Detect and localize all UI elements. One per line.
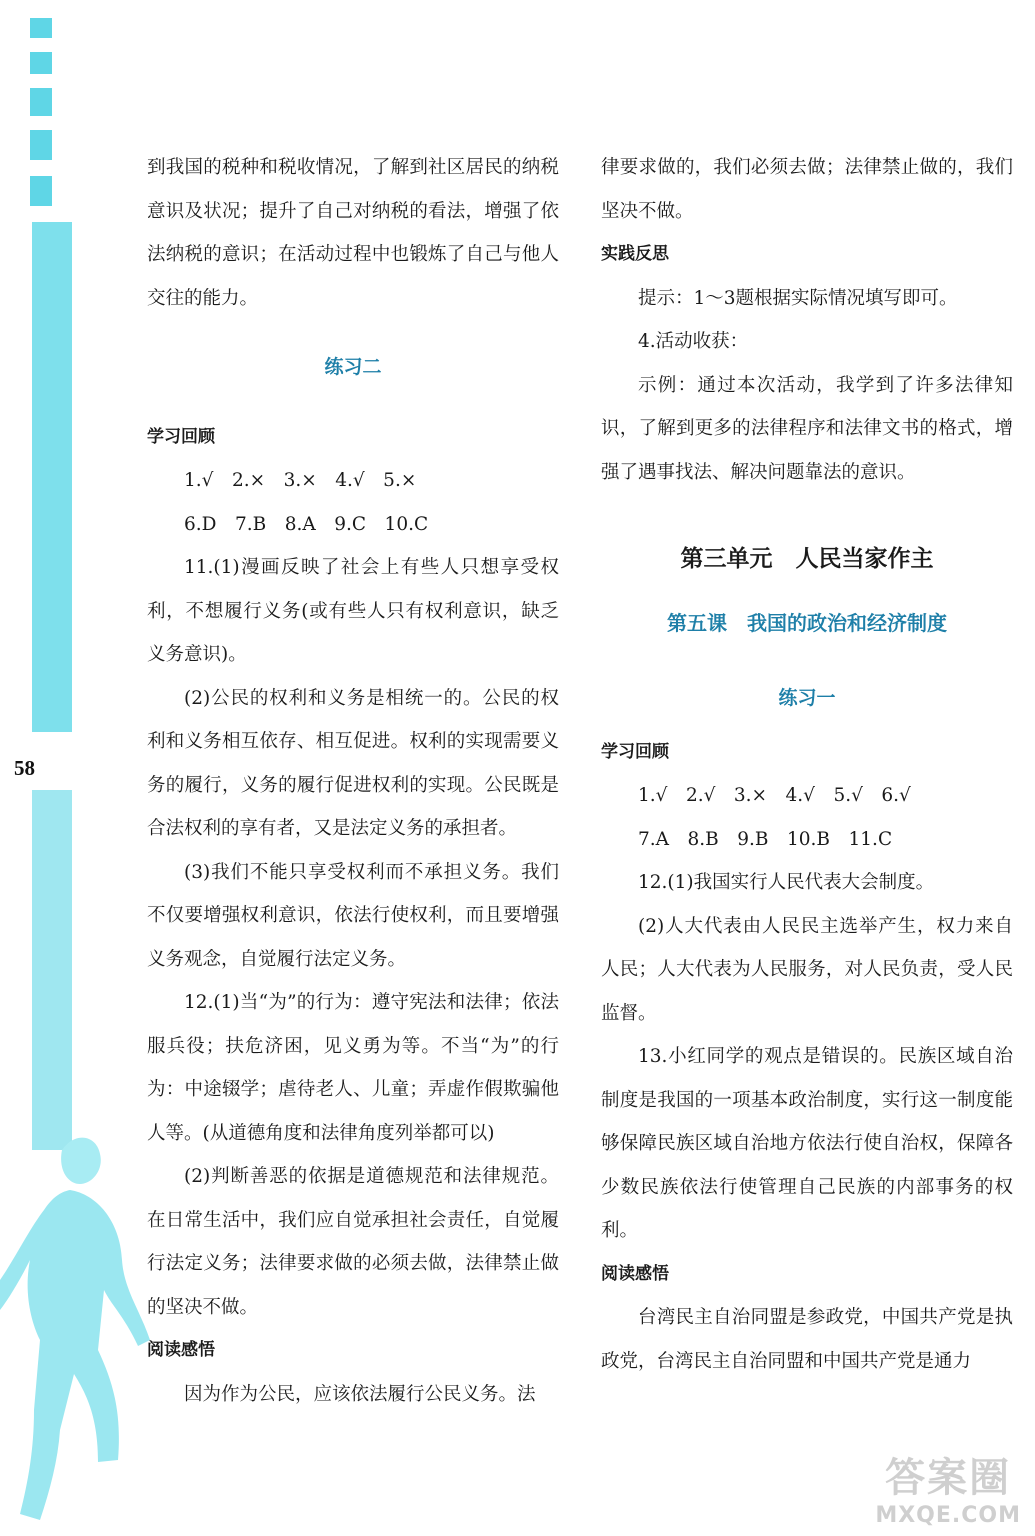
answer-paragraph: (2)人大代表由人民民主选举产生，权力来自人民；人大代表为人民服务，对人民负责，受人民监督。 bbox=[601, 915, 1013, 1024]
sidebar-dash bbox=[30, 176, 52, 206]
watermark bbox=[875, 1446, 1021, 1528]
sidebar-stripe bbox=[32, 790, 72, 1150]
answer-paragraph: 4.活动收获： bbox=[638, 331, 749, 352]
paragraph: 律要求做的，我们必须去做；法律禁止做的，我们坚决不做。 bbox=[601, 157, 1013, 222]
answer-paragraph: 11.(1)漫画反映了社会上有些人只想享受权利，不想履行义务(或有些人只有权利意识，缺乏义务意识)。 bbox=[147, 557, 559, 665]
left-column bbox=[147, 146, 559, 1416]
answer-paragraph: 提示：1～3题根据实际情况填写即可。 bbox=[638, 287, 958, 309]
answer-paragraph: 13.小红同学的观点是错误的。民族区域自治制度是我国的一项基本政治制度，实行这一制度能够保障民族区域自治地方依法行使自治权，保障各少数民族依法行使管理自己民族的内部事务的权利。 bbox=[601, 1046, 1013, 1241]
exercise-title: 练习二 bbox=[324, 356, 382, 378]
sidebar-dash bbox=[30, 18, 52, 38]
paragraph: 到我国的税种和税收情况，了解到社区居民的纳税意识及状况；提升了自己对纳税的看法，增强了依法纳税的意识；在活动过程中也锻炼了自己与他人交往的能力。 bbox=[147, 157, 559, 309]
watermark-logo: 答案圈 bbox=[885, 1455, 1012, 1501]
answer-row: 1.√ 2.× 3.× 4.√ 5.× bbox=[184, 470, 417, 491]
answer-paragraph: 示例：通过本次活动，我学到了许多法律知识，了解到更多的法律程序和法律文书的格式，增强了遇事找法、解决问题靠法的意识。 bbox=[601, 374, 1013, 483]
watermark-url: MXQE.COM bbox=[875, 1503, 1021, 1528]
unit-title: 第三单元 人民当家作主 bbox=[680, 546, 934, 572]
sidebar-dash bbox=[30, 88, 52, 116]
running-figure-illustration bbox=[0, 1110, 160, 1530]
section-heading-review: 学习回顾 bbox=[601, 741, 669, 762]
sidebar-stripe bbox=[32, 222, 72, 732]
section-heading-practice: 实践反思 bbox=[601, 244, 669, 264]
answer-paragraph: (2)公民的权利和义务是相统一的。公民的权利和义务相互依存、相互促进。权利的实现需要义务的履行，义务的履行促进权利的实现。公民既是合法权利的享有者，又是法定义务的承担者。 bbox=[147, 687, 559, 839]
answer-paragraph: 12.(1)当“为”的行为：遵守宪法和法律；依法服兵役；扶危济困，见义勇为等。不当“为”的行为：中途辍学；虐待老人、儿童；弄虚作假欺骗他人等。(从道德角度和法律角度列举都可以) bbox=[147, 992, 559, 1144]
exercise-title: 练习一 bbox=[778, 687, 836, 709]
answer-row: 1.√ 2.√ 3.× 4.√ 5.√ 6.√ bbox=[638, 785, 911, 806]
section-heading-reading: 阅读感悟 bbox=[601, 1263, 669, 1284]
answer-row: 6.D 7.B 8.A 9.C 10.C bbox=[184, 513, 429, 535]
page-number: 58 bbox=[14, 756, 35, 780]
sidebar-dash bbox=[30, 52, 52, 74]
section-heading-review: 学习回顾 bbox=[147, 426, 215, 447]
answer-paragraph: (3)我们不能只享受权利而不承担义务。我们不仅要增强权利意识，依法行使权利，而且要增强义务观念，自觉履行法定义务。 bbox=[147, 861, 559, 970]
lesson-title: 第五课 我国的政治和经济制度 bbox=[667, 610, 947, 635]
section-heading-reading: 阅读感悟 bbox=[147, 1340, 215, 1360]
answer-paragraph: (2)判断善恶的依据是道德规范和法律规范。在日常生活中，我们应自觉承担社会责任，自觉履行法定义务；法律要求做的必须去做，法律禁止做的坚决不做。 bbox=[147, 1166, 559, 1318]
sidebar-dash bbox=[30, 130, 52, 160]
answer-row: 7.A 8.B 9.B 10.B 11.C bbox=[638, 828, 893, 850]
answer-paragraph: 台湾民主自治同盟是参政党，中国共产党是执政党，台湾民主自治同盟和中国共产党是通力 bbox=[601, 1307, 1013, 1372]
answer-paragraph: 因为作为公民，应该依法履行公民义务。法 bbox=[184, 1383, 536, 1405]
right-column bbox=[601, 146, 1013, 1383]
decorative-sidebar bbox=[0, 0, 80, 1536]
answer-paragraph: 12.(1)我国实行人民代表大会制度。 bbox=[638, 872, 935, 893]
